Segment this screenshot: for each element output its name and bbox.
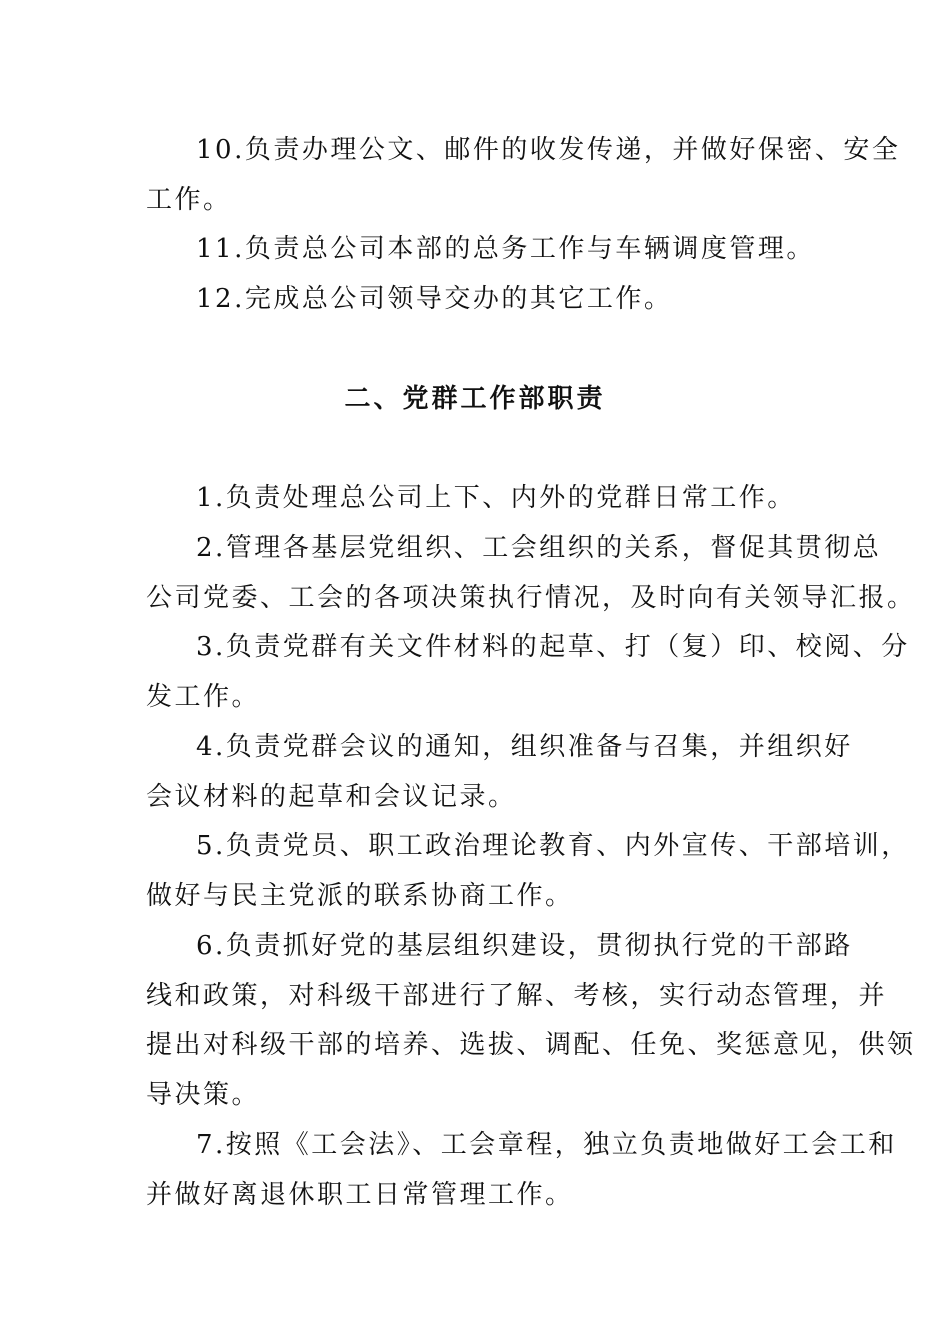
item-4-line-2: 会议材料的起草和会议记录。 <box>146 782 517 812</box>
item-1: 1.负责处理总公司上下、内外的党群日常工作。 <box>196 483 796 513</box>
item-2-line-2: 公司党委、工会的各项决策执行情况，及时向有关领导汇报。 <box>146 583 916 613</box>
item-10-line-2: 工作。 <box>146 185 232 215</box>
item-5-line-2: 做好与民主党派的联系协商工作。 <box>146 881 574 911</box>
item-5-line-1: 5.负责党员、职工政治理论教育、内外宣传、干部培训， <box>196 831 910 861</box>
item-6-line-2: 线和政策，对科级干部进行了解、考核，实行动态管理，并 <box>146 981 888 1011</box>
item-3-line-2: 发工作。 <box>146 682 261 712</box>
item-2-line-1: 2.管理各基层党组织、工会组织的关系，督促其贯彻总 <box>196 533 882 563</box>
item-7-line-1: 7.按照《工会法》、工会章程，独立负责地做好工会工和 <box>196 1130 897 1160</box>
item-4-line-1: 4.负责党群会议的通知，组织准备与召集，并组织好 <box>196 732 853 762</box>
item-6-line-4: 导决策。 <box>146 1080 261 1110</box>
item-7-line-2: 并做好离退休职工日常管理工作。 <box>146 1180 574 1210</box>
item-11: 11.负责总公司本部的总务工作与车辆调度管理。 <box>196 234 815 264</box>
item-10-line-1: 10.负责办理公文、邮件的收发传递，并做好保密、安全 <box>196 135 901 165</box>
item-6-line-1: 6.负责抓好党的基层组织建设，贯彻执行党的干部路 <box>196 931 853 961</box>
item-3-line-1: 3.负责党群有关文件材料的起草、打（复）印、校阅、分 <box>196 632 910 662</box>
item-6-line-3: 提出对科级干部的培养、选拔、调配、任免、奖惩意见，供领 <box>146 1030 916 1060</box>
section-heading: 二、党群工作部职责 <box>344 384 606 414</box>
item-12: 12.完成总公司领导交办的其它工作。 <box>196 284 673 314</box>
